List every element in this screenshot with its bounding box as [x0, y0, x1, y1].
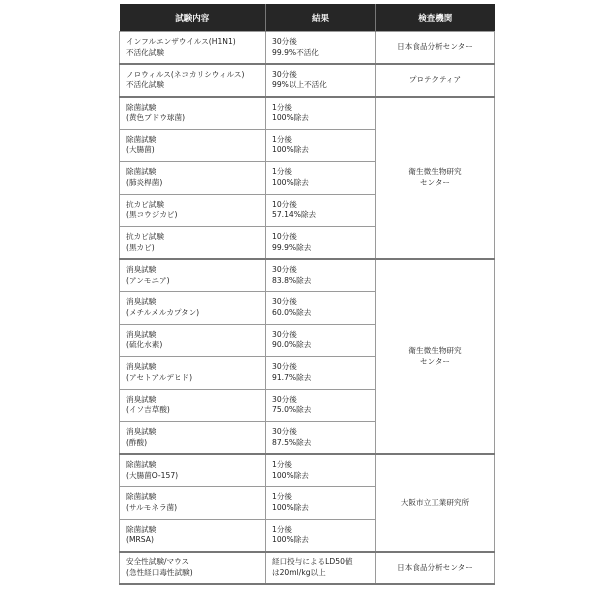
result-line: 90.0%除去: [272, 340, 312, 350]
test-content-line: (サルモネラ菌): [126, 502, 178, 512]
test-content-cell: [120, 259, 266, 292]
result-cell: [266, 454, 376, 487]
test-results-table: [119, 4, 495, 585]
result-line: 30分後: [272, 394, 297, 404]
result-line: 1分後: [272, 102, 293, 112]
test-content-cell: [120, 324, 266, 357]
result-line: 99.9%除去: [272, 242, 312, 252]
table-row: [120, 454, 495, 487]
test-content-line: (アンモニア): [126, 275, 170, 285]
result-cell: [266, 97, 376, 130]
test-content-line: ノロウィルス(ネコカリシウィルス): [126, 69, 245, 79]
result-line: は20ml/kg以上: [272, 567, 326, 577]
result-line: 10分後: [272, 199, 297, 209]
test-content-cell: [120, 194, 266, 227]
result-cell: [266, 422, 376, 455]
result-cell: [266, 292, 376, 325]
result-line: 1分後: [272, 134, 293, 144]
result-line: 99%以上不活化: [272, 80, 327, 90]
result-line: 30分後: [272, 69, 297, 79]
testing-organization-line: 大阪市立工業研究所: [400, 497, 470, 507]
result-line: 30分後: [272, 265, 297, 274]
header-result: 結果: [266, 4, 376, 32]
test-content-cell: [120, 292, 266, 325]
test-content-cell: [120, 422, 266, 455]
result-line: 30分後: [272, 297, 297, 307]
result-cell: [266, 32, 376, 65]
test-content-line: 不活化試験: [126, 80, 164, 90]
table-row: [120, 552, 495, 585]
test-content-line: 除菌試験: [126, 524, 157, 534]
result-cell: [266, 259, 376, 292]
testing-organization-line: プロテクティア: [408, 75, 462, 84]
test-content-line: (MRSA): [126, 535, 154, 544]
result-line: 経口投与によるLD50値: [272, 557, 353, 567]
test-content-line: 消臭試験: [126, 297, 157, 307]
test-results-table-container: [119, 4, 494, 585]
result-line: 1分後: [272, 460, 293, 469]
test-content-cell: [120, 454, 266, 487]
test-content-cell: [120, 162, 266, 195]
test-content-line: (イソ吉草酸): [126, 405, 170, 415]
header-test-content: 試験内容: [120, 4, 266, 32]
testing-organization-cell: [376, 32, 495, 65]
testing-organization-cell: [376, 454, 495, 552]
test-content-line: 消臭試験: [126, 265, 157, 274]
table-row: [120, 32, 495, 65]
test-content-cell: [120, 64, 266, 97]
test-content-cell: [120, 519, 266, 552]
table-header-row: [120, 4, 495, 32]
result-cell: [266, 227, 376, 260]
table-row: [120, 64, 495, 97]
result-cell: [266, 487, 376, 520]
result-cell: [266, 357, 376, 390]
result-line: 30分後: [272, 37, 297, 46]
result-cell: [266, 389, 376, 422]
result-line: 87.5%除去: [272, 437, 312, 447]
testing-organization-cell: [376, 97, 495, 260]
test-content-line: 除菌試験: [126, 102, 157, 112]
test-content-cell: [120, 357, 266, 390]
result-line: 100%除去: [272, 502, 309, 512]
test-content-line: (大腸菌): [126, 145, 155, 155]
testing-organization-line: センター: [419, 177, 451, 187]
result-line: 30分後: [272, 362, 297, 372]
testing-organization-cell: [376, 64, 495, 97]
result-line: 30分後: [272, 329, 297, 339]
test-content-cell: [120, 129, 266, 162]
test-content-line: 消臭試験: [126, 394, 157, 404]
result-cell: [266, 129, 376, 162]
result-cell: [266, 162, 376, 195]
result-cell: [266, 552, 376, 585]
test-content-line: 抗カビ試験: [126, 232, 164, 241]
test-content-line: 除菌試験: [126, 460, 157, 469]
result-line: 75.0%除去: [272, 405, 312, 415]
test-content-line: 消臭試験: [126, 427, 157, 436]
test-content-line: (急性経口毒性試験): [126, 567, 193, 577]
result-line: 10分後: [272, 232, 297, 241]
test-content-cell: [120, 389, 266, 422]
test-content-line: (肺炎桿菌): [126, 177, 163, 187]
result-line: 30分後: [272, 427, 297, 436]
test-content-cell: [120, 552, 266, 585]
test-content-line: (黒コウジカビ): [126, 210, 178, 220]
result-line: 99.9%不活化: [272, 47, 319, 57]
testing-organization-line: 日本食品分析センター: [397, 42, 473, 52]
test-content-line: (酢酸): [126, 437, 148, 447]
testing-organization-line: 衛生微生物研究: [408, 167, 462, 177]
test-content-line: (メチルメルカプタン): [126, 307, 200, 317]
test-content-line: (硫化水素): [126, 340, 163, 350]
test-content-line: 除菌試験: [126, 492, 157, 502]
result-line: 100%除去: [272, 145, 309, 155]
result-line: 1分後: [272, 167, 293, 177]
testing-organization-cell: [376, 259, 495, 454]
result-cell: [266, 194, 376, 227]
result-line: 60.0%除去: [272, 307, 312, 317]
table-row: [120, 259, 495, 292]
result-line: 1分後: [272, 524, 293, 534]
table-row: [120, 97, 495, 130]
test-content-line: インフルエンザウイルス(H1N1): [126, 37, 236, 46]
result-line: 100%除去: [272, 113, 309, 122]
result-line: 91.7%除去: [272, 372, 312, 382]
testing-organization-line: 衛生微生物研究: [408, 346, 462, 355]
test-content-cell: [120, 487, 266, 520]
table-body: [120, 32, 495, 585]
test-content-line: 安全性試験/マウス: [126, 557, 190, 567]
test-content-line: (黄色ブドウ球菌): [126, 113, 186, 122]
test-content-cell: [120, 32, 266, 65]
testing-organization-line: センター: [419, 356, 451, 366]
test-content-line: (黒カビ): [126, 242, 155, 252]
result-cell: [266, 324, 376, 357]
test-content-line: 除菌試験: [126, 167, 157, 177]
test-content-line: 不活化試験: [126, 47, 164, 57]
header-testing-organization: 検査機関: [376, 4, 495, 32]
testing-organization-line: 日本食品分析センター: [397, 562, 473, 572]
result-line: 1分後: [272, 492, 293, 502]
test-content-line: 除菌試験: [126, 134, 157, 144]
result-line: 100%除去: [272, 470, 309, 480]
test-content-line: (アセトアルデヒド): [126, 372, 193, 382]
result-line: 83.8%除去: [272, 275, 312, 285]
test-content-line: (大腸菌O-157): [126, 470, 179, 480]
result-cell: [266, 519, 376, 552]
test-content-line: 消臭試験: [126, 362, 157, 372]
test-content-line: 抗カビ試験: [126, 199, 164, 209]
result-line: 100%除去: [272, 535, 309, 544]
result-line: 100%除去: [272, 177, 309, 187]
result-cell: [266, 64, 376, 97]
test-content-line: 消臭試験: [126, 329, 157, 339]
test-content-cell: [120, 97, 266, 130]
testing-organization-cell: [376, 552, 495, 585]
test-content-cell: [120, 227, 266, 260]
result-line: 57.14%除去: [272, 210, 317, 220]
